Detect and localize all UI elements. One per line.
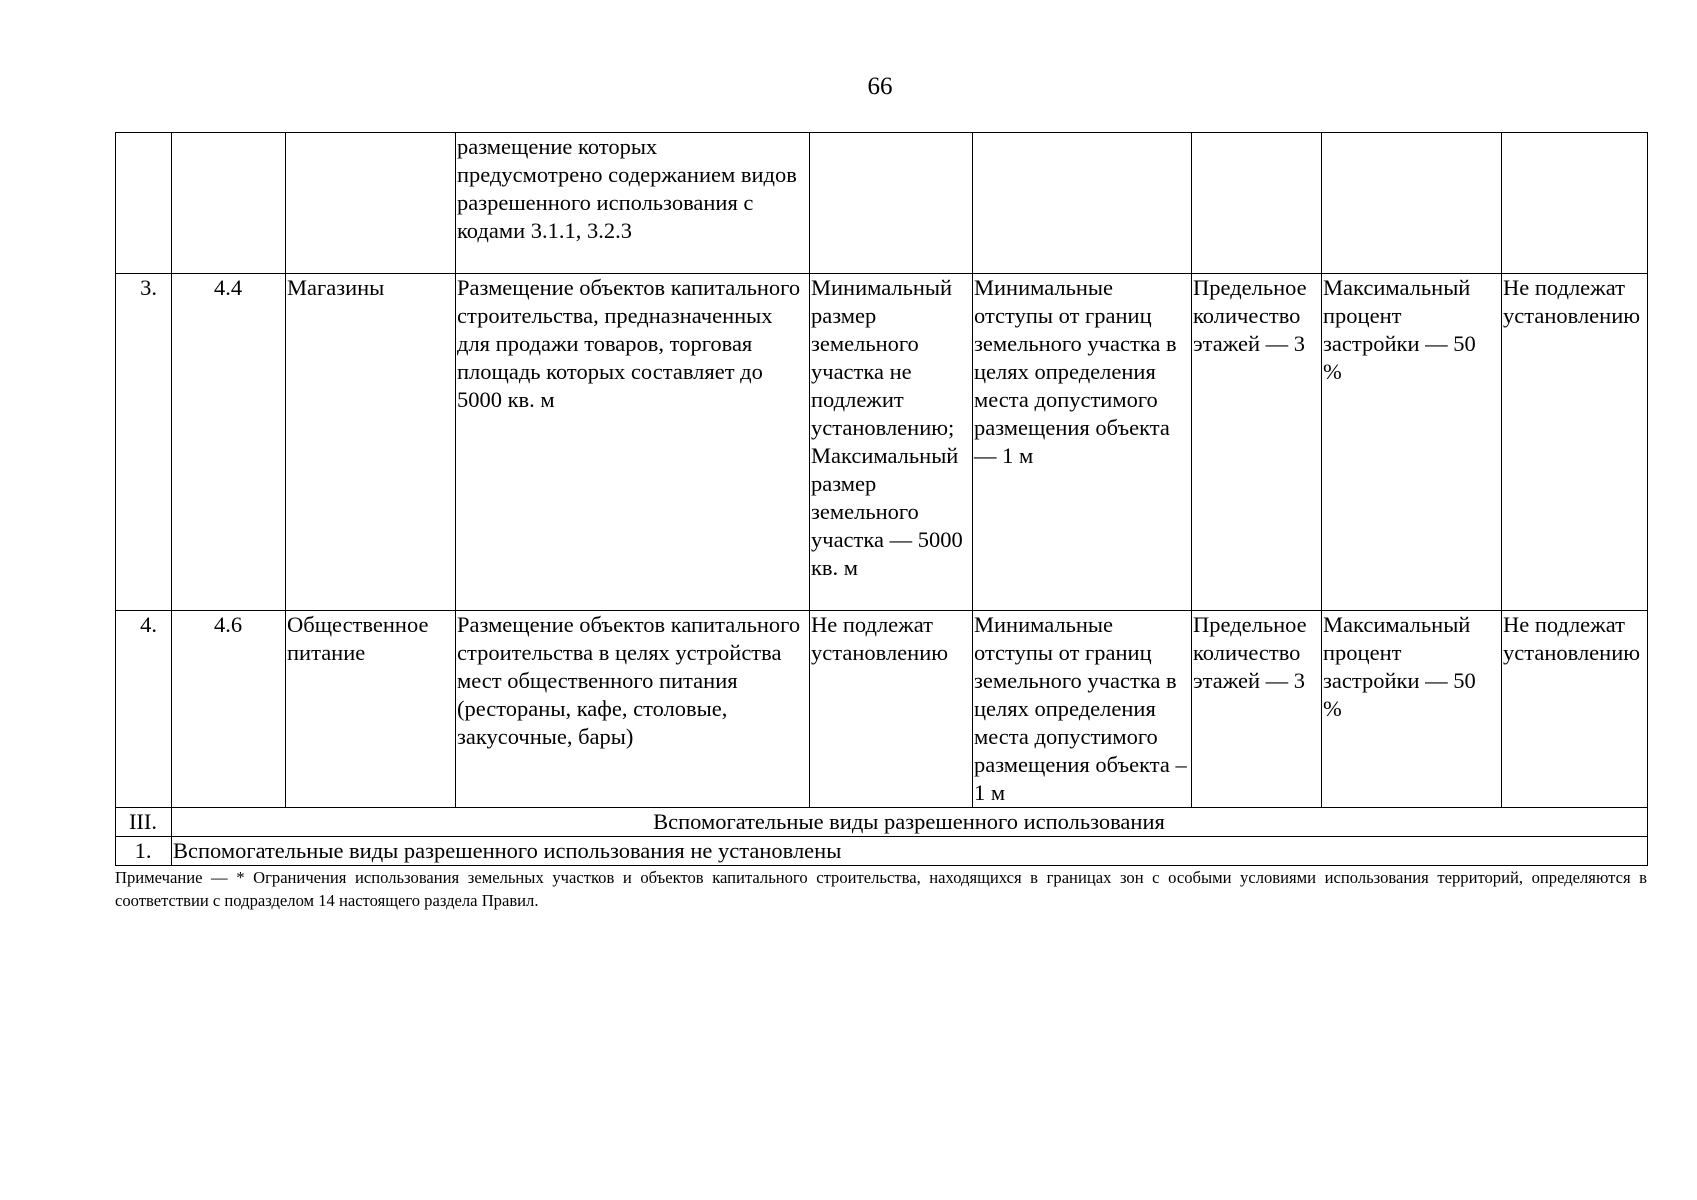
section-number: III. — [116, 808, 172, 837]
footnote: Примечание — * Ограничения использования земельных участков и объектов капитального строительства, находящихся в границах зон с особыми условиями использования территорий, определяются в соответствии с подразделом 14 настоящего раздела Правил. — [115, 868, 1647, 910]
cell-coverage: Максимальный процент застройки — 50 % — [1322, 611, 1502, 808]
table-row — [116, 611, 1648, 808]
cell-coverage: Максимальный процент застройки — 50 % — [1322, 274, 1502, 611]
page-number: 66 — [867, 73, 893, 100]
section-header-row — [116, 808, 1648, 837]
cell-num: 3. — [116, 274, 172, 611]
cell-name — [286, 133, 456, 274]
cell-lot-size: Минимальный размер земельного участка не подлежит установлению; Максимальный размер земельного участка — 5000 кв. м — [810, 274, 973, 611]
cell-lot-size — [810, 133, 973, 274]
cell-num: 4. — [116, 611, 172, 808]
land-use-table — [115, 132, 1648, 866]
section-title: Вспомогательные виды разрешенного использования — [172, 808, 1648, 837]
cell-code: 4.4 — [172, 274, 286, 611]
cell-name: Магазины — [286, 274, 456, 611]
cell-setbacks: Минимальные отступы от границ земельного участка в целях определения места допустимого размещения объекта — 1 м — [973, 274, 1192, 611]
cell-restrictions — [1502, 133, 1648, 274]
cell-num: 1. — [116, 837, 172, 866]
cell-restrictions: Не подлежат установлению — [1502, 274, 1648, 611]
cell-setbacks: Минимальные отступы от границ земельного участка в целях определения места допустимого размещения объекта – 1 м — [973, 611, 1192, 808]
table-row — [116, 274, 1648, 611]
cell-description: Размещение объектов капитального строительства в целях устройства мест общественного питания (рестораны, кафе, столовые, закусочные, бары) — [456, 611, 810, 808]
cell-code: 4.6 — [172, 611, 286, 808]
cell-code — [172, 133, 286, 274]
cell-description: размещение которых предусмотрено содержанием видов разрешенного использования с кодами 3.1.1, 3.2.3 — [456, 133, 810, 274]
cell-floors: Предельное количество этажей — 3 — [1192, 274, 1322, 611]
cell-text: Вспомогательные виды разрешенного использования не установлены — [172, 837, 1648, 866]
cell-floors: Предельное количество этажей — 3 — [1192, 611, 1322, 808]
cell-setbacks — [973, 133, 1192, 274]
table-row-continuation — [116, 133, 1648, 274]
cell-coverage — [1322, 133, 1502, 274]
cell-description: Размещение объектов капитального строительства, предназначенных для продажи товаров, торговая площадь которых составляет до 5000 кв. м — [456, 274, 810, 611]
cell-num — [116, 133, 172, 274]
cell-name: Общественное питание — [286, 611, 456, 808]
cell-floors — [1192, 133, 1322, 274]
section-row — [116, 837, 1648, 866]
cell-lot-size: Не подлежат установлению — [810, 611, 973, 808]
cell-restrictions: Не подлежат установлению — [1502, 611, 1648, 808]
